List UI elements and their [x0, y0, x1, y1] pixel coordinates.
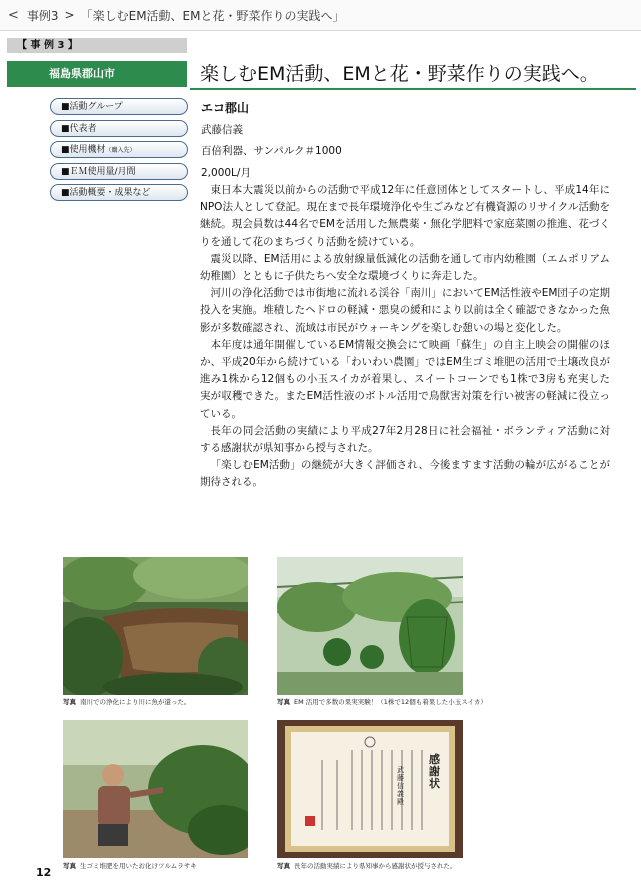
certificate-title: 感謝状 [429, 753, 440, 790]
watermelon-photo [277, 557, 463, 695]
label-equipment: ■使用機材（購入先） [50, 141, 188, 158]
summary-text [200, 182, 610, 492]
label-representative: ■代表者 [50, 120, 188, 137]
case-label: 【 事 例 3 】 [7, 38, 187, 53]
paragraph: 河川の浄化活動では市街地に流れる渓谷「南川」においてEM活性液やEM団子の定期投入を実施。堆積したヘドロの軽減・悪臭の緩和により以前は全く確認できなかった魚影が多数確認され、流域は市民がウォーキングを楽しむ憩いの場と変化した。 [200, 287, 610, 334]
certificate-caption: 写真 長年の活動実績により県知事から感謝状が授与された。 [277, 862, 457, 870]
man-caption: 写真 生ゴミ堆肥を用いたお化けツルムラサキ [63, 862, 197, 870]
value-usage: 2,000L/月 [201, 166, 251, 179]
man-photo [63, 720, 248, 858]
river-caption: 写真 南川での浄化により川に魚が還った。 [63, 698, 191, 706]
field-labels [50, 98, 188, 206]
page-number: 12 [36, 866, 52, 879]
value-equipment: 百倍利器、サンパルク＃1000 [201, 145, 342, 157]
paragraph: 震災以降、EM活用による放射線量低減化の活動を通して市内幼稚園（エムポリアム幼稚園）とともに子供たちへ安全な環境づくりに奔走した。 [200, 252, 610, 283]
certificate-photo [277, 720, 463, 858]
back-chevron-icon[interactable]: < [8, 7, 19, 23]
breadcrumb-title: 「楽しむEM活動、EMと花・野菜作りの実践へ」 [80, 8, 345, 23]
paragraph: 長年の同会活動の実績により平成27年2月28日に社会福祉・ボランティア活動に対する感謝状が県知事から授与された。 [200, 424, 610, 455]
breadcrumb-separator: > [64, 8, 75, 22]
paragraph: 「楽しむEM活動」の継続が大きく評価され、今後ますます活動の輪が広がることが期待される。 [200, 459, 610, 489]
certificate-recipient: 武藤信義殿 [397, 766, 404, 806]
paragraph: 東日本大震災以前からの活動で平成12年に任意団体としてスタートし、平成14年にNPO法人として登記。現在まで長年環境浄化や生ごみなど有機資源のリサイクル活動を継続。現会員数は44名でEMを活用した無農薬・無化学肥料で家庭菜園の推進、花づくりを通して花のまちづくり活動を続けている。 [200, 184, 610, 248]
value-representative: 武藤信義 [201, 123, 243, 136]
label-usage: ■ＥＭ使用量/月間 [50, 163, 188, 180]
region-bar: 福島県郡山市 [7, 61, 187, 87]
river-photo [63, 557, 248, 695]
paragraph: 本年度は通年開催しているEM情報交換会にて映画「蘇生」の自主上映会の開催のほか、平成20年から続けている「わいわい農園」ではEM生ゴミ堆肥の活用で土壌改良が進み1株から12個もの小玉スイカが着果し、スイートコーンでも1株で3房も充実した実が収穫できた。またEM活性液のボトル活用で鳥獣害対策を行い被害の軽減に役立っている。 [200, 338, 610, 420]
field-values [201, 98, 621, 184]
label-summary: ■活動概要・成果など [50, 184, 188, 201]
page-heading: 楽しむEM活動、EMと花・野菜作りの実践へ。 [190, 58, 636, 90]
label-group: ■活動グループ [50, 98, 188, 115]
watermelon-caption: 写真 EM 活用で多数の果実実験！（1株で12個も着果した小玉スイカ） [277, 698, 487, 706]
breadcrumb-case[interactable]: 事例3 [26, 8, 59, 23]
top-nav-bar [0, 0, 641, 31]
value-group: エコ郡山 [201, 101, 250, 115]
